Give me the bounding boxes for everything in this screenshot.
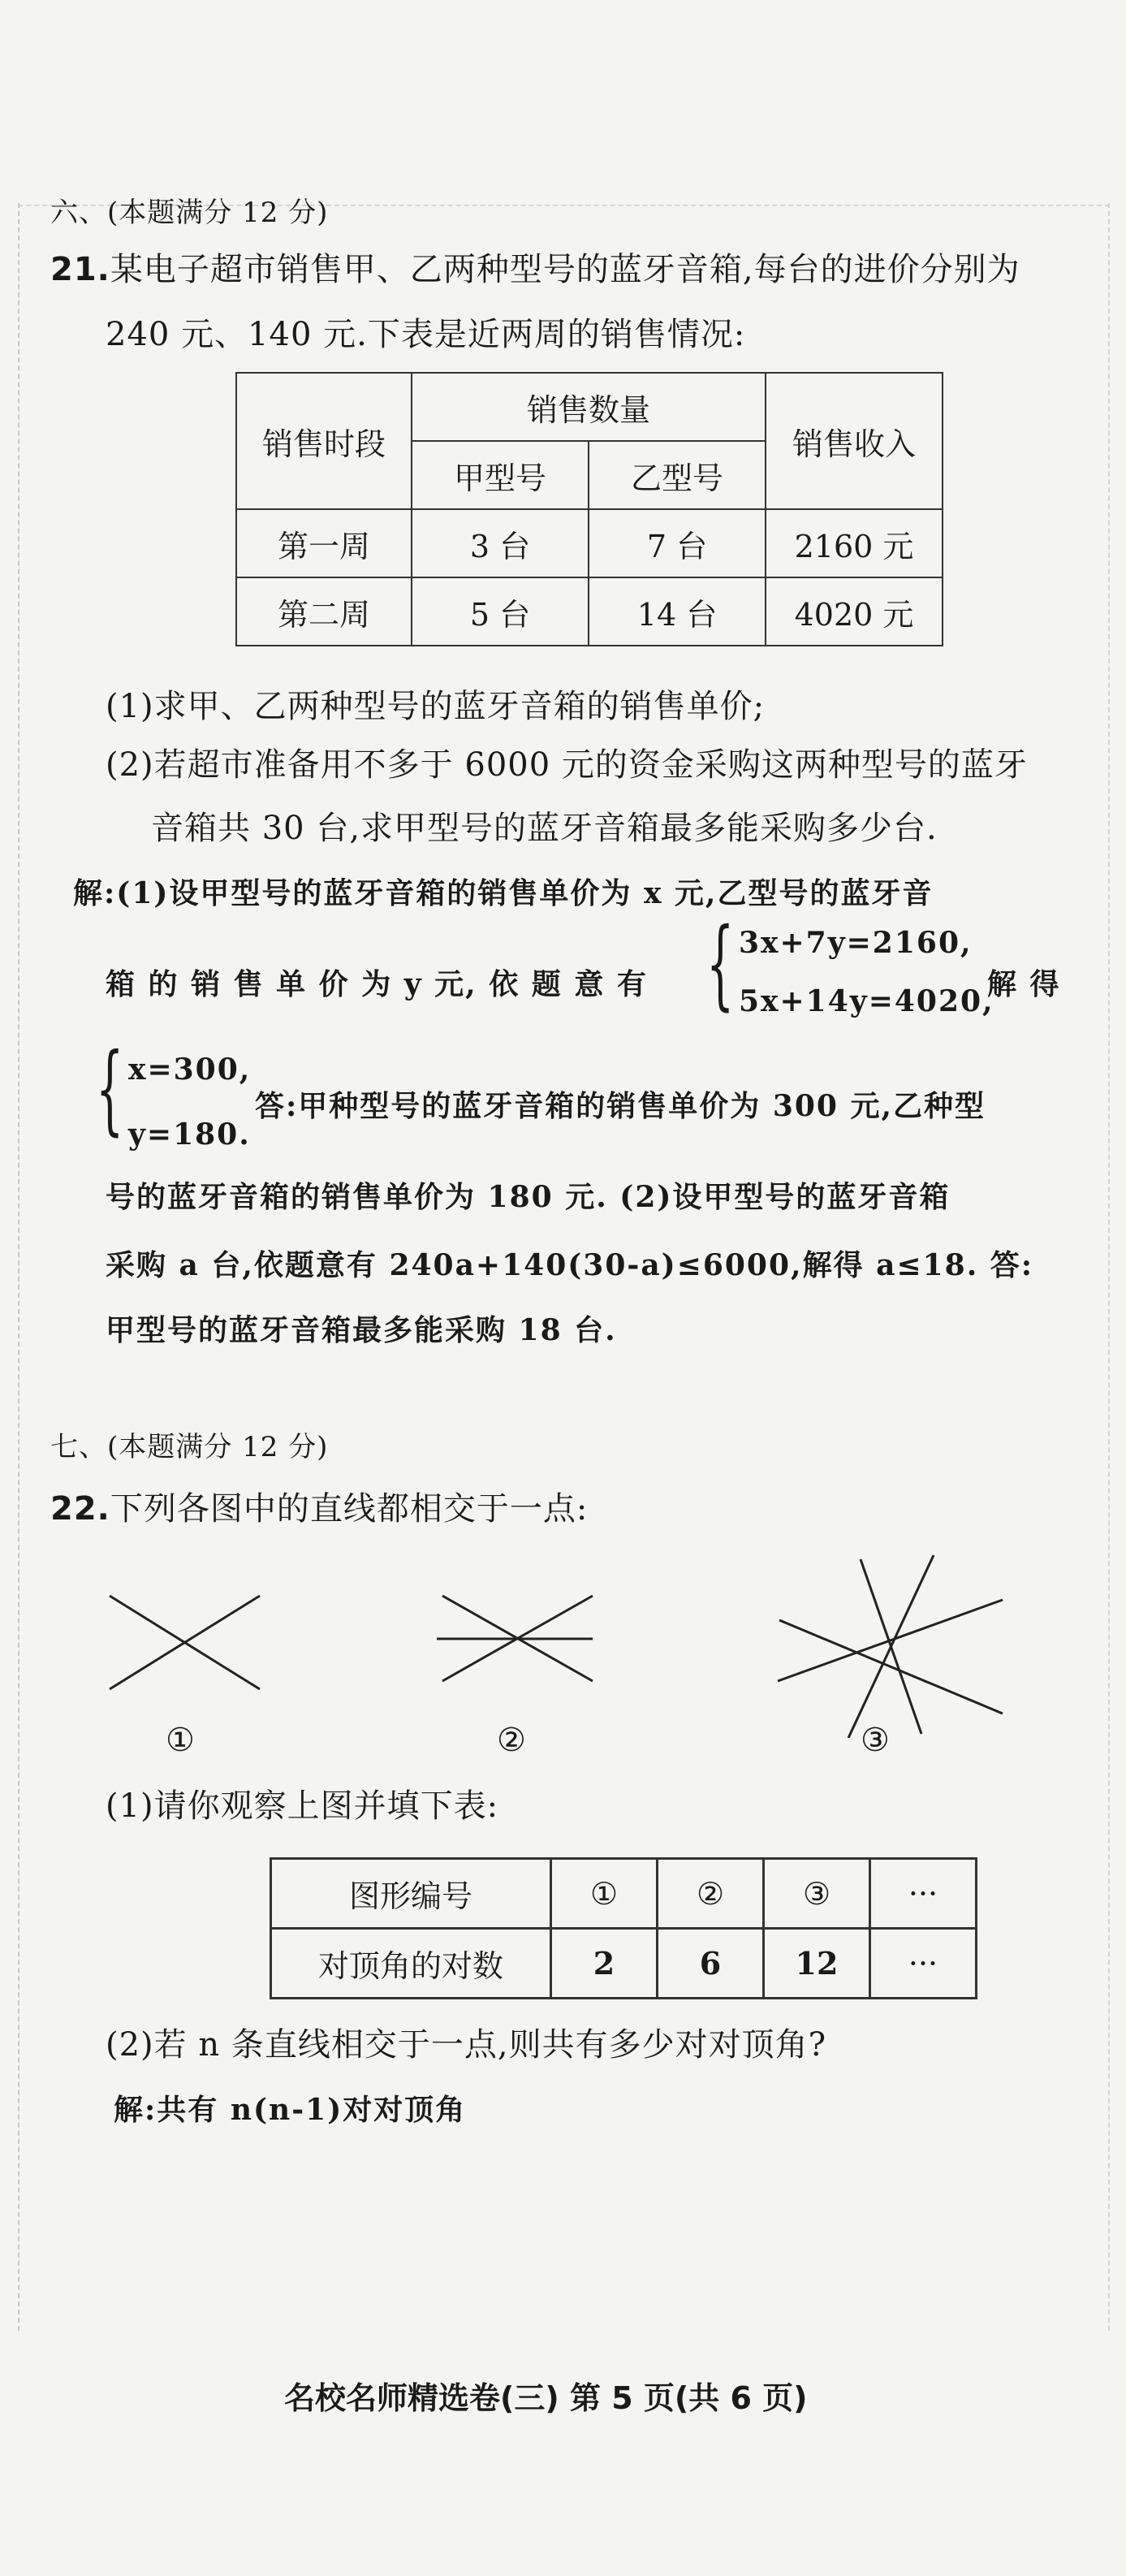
cell-b: 7 台 [589,509,766,577]
q22-stem: 下列各图中的直线都相交于一点: [110,1490,589,1528]
col-3: ③ [764,1859,870,1929]
q21-answer-line5: 采购 a 台,依题意有 240a+140(30-a)≤6000,解得 a≤18. 答: [106,1248,1034,1282]
col-2: ② [658,1859,764,1929]
q21-stem-line2: 240 元、140 元.下表是近两周的销售情况: [106,316,746,353]
th-type-b: 乙型号 [589,441,766,509]
q21-part2-line2: 音箱共 30 台,求甲型号的蓝牙音箱最多能采购多少台. [151,810,938,847]
q21-answer-solve-word: 解 得 [987,967,1061,1001]
q21-number: 21. [50,251,110,288]
section-6-title: 六、(本题满分 12 分) [50,197,329,229]
th-pair-count: 对顶角的对数 [271,1929,551,1999]
q21-line1 [50,244,1020,290]
q21-answer-line3: 答:甲种型号的蓝牙音箱的销售单价为 300 元,乙种型 [255,1089,986,1123]
figure-1-two-lines [97,1575,276,1705]
cut-line-left [18,203,19,2331]
section-7-title: 七、(本题满分 12 分) [50,1431,329,1463]
cut-line-right [1108,203,1110,2331]
q21-answer-line1: 解:(1)设甲型号的蓝牙音箱的销售单价为 x 元,乙型号的蓝牙音 [73,876,934,910]
table-row [236,577,943,646]
q21-stem-line1: 某电子超市销售甲、乙两种型号的蓝牙音箱,每台的进价分别为 [110,251,1020,288]
val-1: 2 [551,1929,658,1999]
q21-part1: (1)求甲、乙两种型号的蓝牙音箱的销售单价; [106,688,766,725]
q22-angles-table [270,1857,977,1999]
figure-label-2: ② [497,1722,527,1759]
solution-brace: { [96,1033,124,1146]
col-1: ① [551,1859,658,1929]
cell-a: 5 台 [412,577,589,646]
cell-a: 3 台 [412,509,589,577]
page-footer: 名校名师精选卷(三) 第 5 页(共 6 页) [284,2380,808,2416]
th-income: 销售收入 [766,373,943,509]
system-brace: { [706,908,735,1021]
figure-3-four-lines [771,1543,1015,1738]
equation-1: 3x+7y=2160, [739,926,973,960]
solution-x: x=300, [128,1052,252,1087]
cell-period: 第二周 [236,577,412,646]
q21-answer-line2a: 箱 的 销 售 单 价 为 y 元, 依 题 意 有 [106,967,648,1001]
val-3: 12 [764,1929,870,1999]
solution-y: y=180. [128,1117,251,1152]
q21-answer-line6: 甲型号的蓝牙音箱最多能采购 18 台. [106,1313,617,1347]
figure-2-three-lines [422,1575,601,1705]
q21-part2-line1: (2)若超市准备用不多于 6000 元的资金采购这两种型号的蓝牙 [106,746,1028,784]
figure-label-1: ① [166,1722,196,1759]
q21-answer-line4: 号的蓝牙音箱的销售单价为 180 元. (2)设甲型号的蓝牙音箱 [106,1180,951,1214]
th-period: 销售时段 [236,373,412,509]
val-more: ··· [870,1929,977,1999]
cell-income: 2160 元 [766,509,943,577]
val-2: 6 [658,1929,764,1999]
table-row [236,509,943,577]
q22-part1: (1)请你观察上图并填下表: [106,1787,499,1825]
q22-answer: 解:共有 n(n-1)对对顶角 [114,2093,467,2127]
th-type-a: 甲型号 [412,441,589,509]
q22-line [50,1483,588,1529]
q21-sales-table [235,372,943,646]
col-more: ··· [870,1859,977,1929]
cell-b: 14 台 [589,577,766,646]
cell-period: 第一周 [236,509,412,577]
equation-2: 5x+14y=4020, [739,984,994,1018]
q22-number: 22. [50,1490,110,1528]
q22-part2: (2)若 n 条直线相交于一点,则共有多少对对顶角? [106,2026,827,2064]
th-qty: 销售数量 [412,373,766,441]
figure-label-3: ③ [861,1722,891,1759]
th-figure-number: 图形编号 [271,1859,551,1929]
cell-income: 4020 元 [766,577,943,646]
